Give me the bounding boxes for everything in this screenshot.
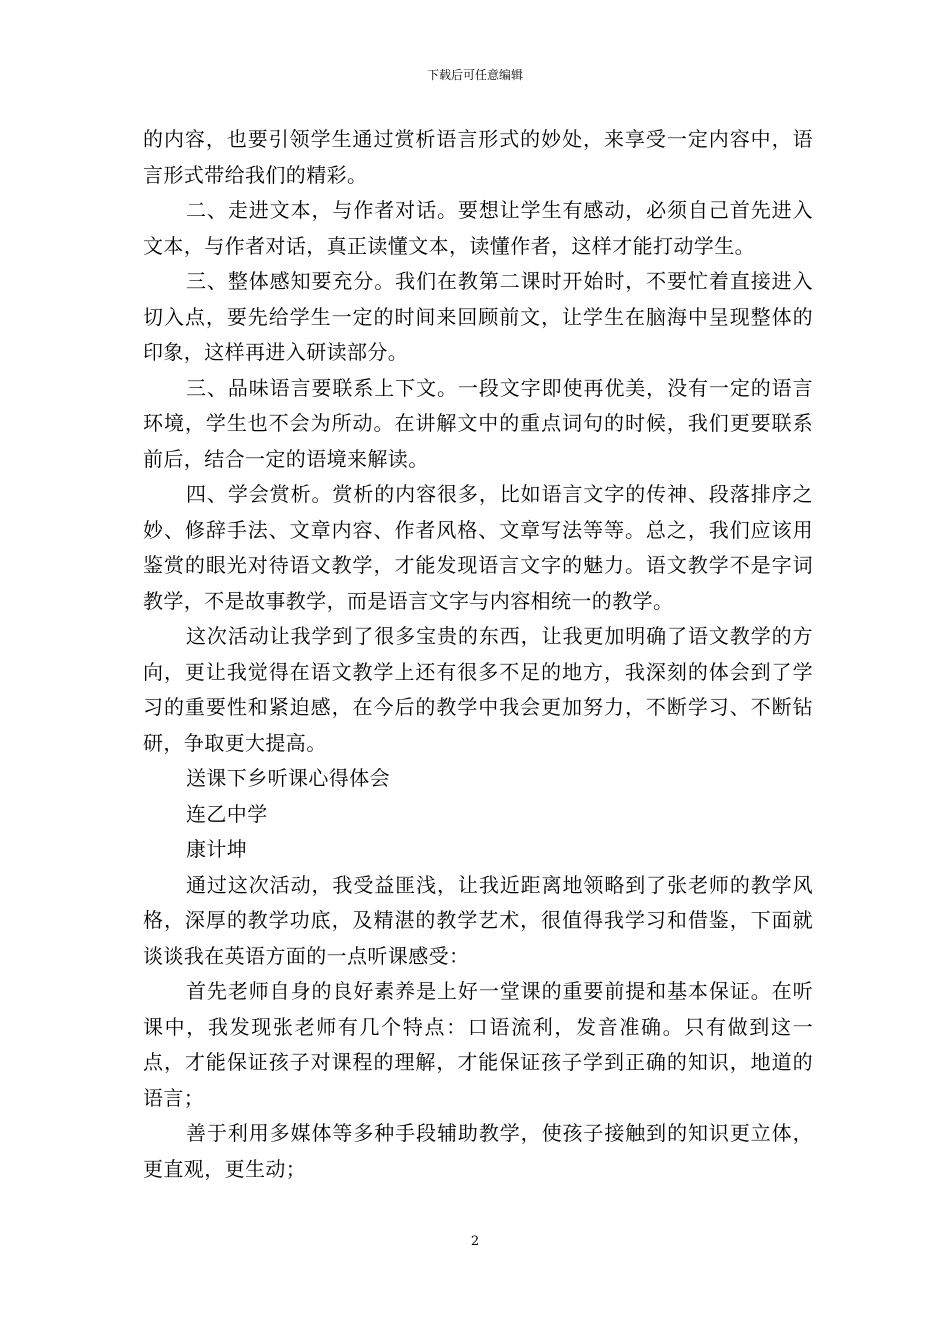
paragraph: 二、走进文本，与作者对话。要想让学生有感动，必须自己首先进入文本，与作者对话，真正读懂文本，读懂作者，这样才能打动学生。 (143, 198, 813, 258)
page-header: 下载后可任意编辑 (426, 68, 523, 82)
paragraph: 这次活动让我学到了很多宝贵的东西，让我更加明确了语文教学的方向，更让我觉得在语文教学上还有很多不足的地方，我深刻的体会到了学习的重要性和紧迫感，在今后的教学中我会更加努力，不断学习、不断钻研，争取更大提高。 (143, 624, 813, 755)
paragraph: 三、品味语言要联系上下文。一段文字即使再优美，没有一定的语言环境，学生也不会为所动。在讲解文中的重点词句的时候，我们更要联系前后，结合一定的语境来解读。 (143, 375, 813, 471)
section-title: 送课下乡听课心得体会 (186, 766, 390, 790)
paragraph: 通过这次活动，我受益匪浅，让我近距离地领略到了张老师的教学风格，深厚的教学功底，及精湛的教学艺术，很值得我学习和借鉴，下面就谈谈我在英语方面的一点听课感受： (143, 872, 813, 968)
paragraph: 的内容，也要引领学生通过赏析语言形式的妙处，来享受一定内容中，语言形式带给我们的精彩。 (143, 127, 813, 187)
page-number: 2 (470, 1234, 480, 1249)
school-name: 连乙中学 (186, 801, 268, 826)
document-body (143, 122, 813, 1187)
paragraph: 首先老师自身的良好素养是上好一堂课的重要前提和基本保证。在听课中，我发现张老师有几个特点：口语流利，发音准确。只有做到这一点，才能保证孩子对课程的理解，才能保证孩子学到正确的知识，地道的语言； (143, 979, 813, 1110)
author-name: 康计坤 (186, 837, 248, 861)
paragraph: 善于利用多媒体等多种手段辅助教学，使孩子接触到的知识更立体，更直观，更生动； (143, 1121, 813, 1181)
paragraph: 四、学会赏析。赏析的内容很多，比如语言文字的传神、段落排序之妙、修辞手法、文章内容、作者风格、文章写法等等。总之，我们应该用鉴赏的眼光对待语文教学，才能发现语言文字的魅力。语文教学不是字词教学，不是故事教学，而是语言文字与内容相统一的教学。 (143, 482, 813, 613)
paragraph: 三、整体感知要充分。我们在教第二课时开始时，不要忙着直接进入切入点，要先给学生一定的时间来回顾前文，让学生在脑海中呈现整体的印象，这样再进入研读部分。 (143, 269, 813, 364)
